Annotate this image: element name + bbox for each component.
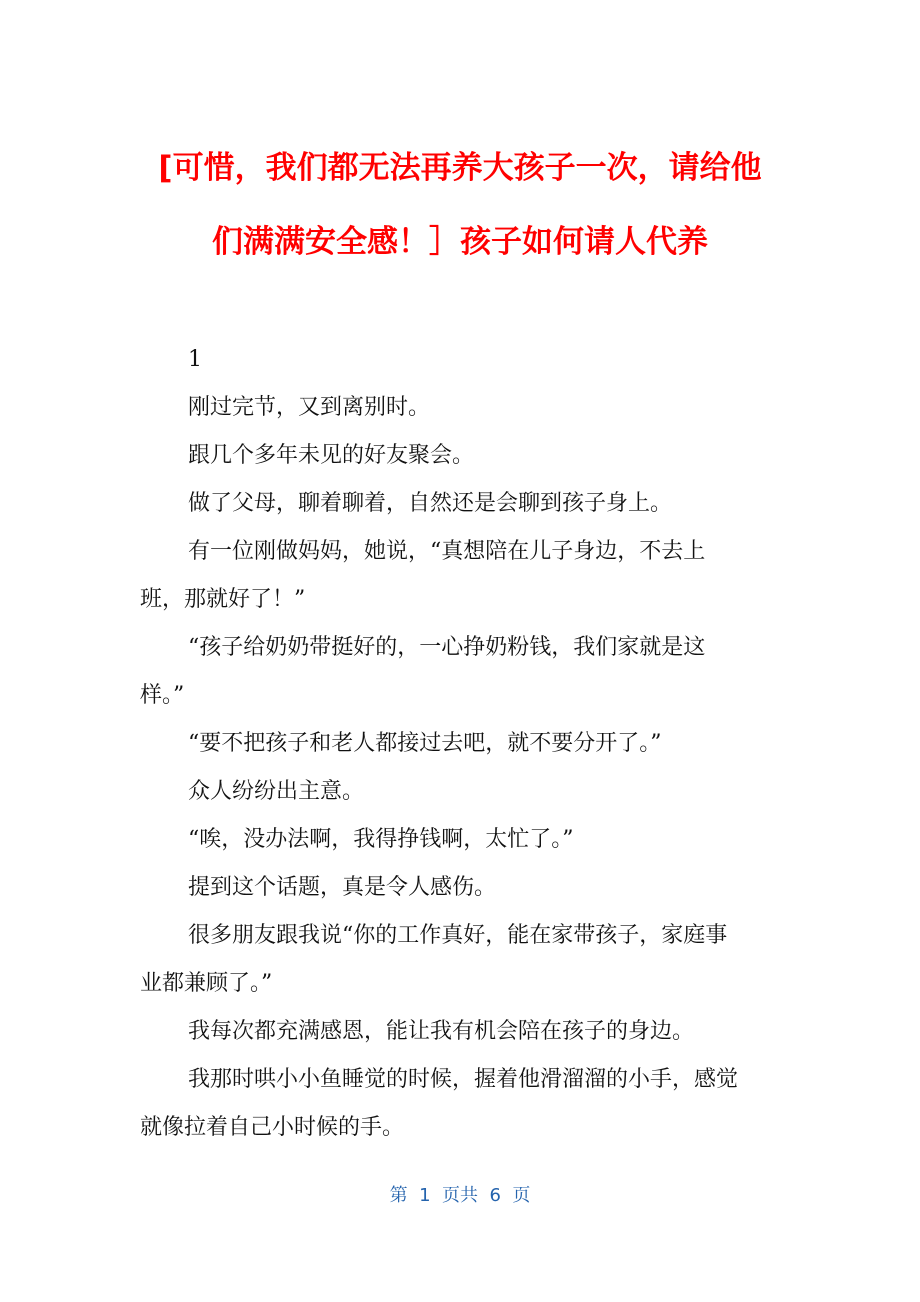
paragraph-line: 很多朋友跟我说“你的工作真好，能在家带孩子，家庭事 [188,923,728,948]
paragraph-line: 众人纷纷出主意。 [188,779,365,804]
page-footer: 第 1 页共 6 页 [389,1185,531,1206]
paragraph-line: 我那时哄小小鱼睡觉的时候，握着他滑溜溜的小手，感觉 [188,1067,739,1092]
paragraph [140,816,780,864]
paragraph [140,432,780,480]
paragraph [140,480,780,528]
paragraph [140,336,780,384]
paragraph-wrap-line: 班，那就好了！” [140,587,306,612]
paragraph-line: “孩子给奶奶带挺好的，一心挣奶粉钱，我们家就是这 [188,635,706,660]
document-title-line-2: 们满满安全感！］孩子如何请人代养 [212,224,708,260]
paragraph-line: 刚过完节，又到离别时。 [188,395,431,420]
paragraph-line: 提到这个话题，真是令人感伤。 [188,875,497,900]
paragraph-line: 做了父母，聊着聊着，自然还是会聊到孩子身上。 [188,491,673,516]
paragraph-line: 我每次都充满感恩，能让我有机会陪在孩子的身边。 [188,1019,695,1044]
paragraph-wrap-line: 样。” [140,683,185,708]
paragraph [140,1056,780,1152]
paragraph [140,768,780,816]
paragraph-line: 1 [188,347,202,372]
paragraph-line: “唉，没办法啊，我得挣钱啊，太忙了。” [188,827,574,852]
paragraph [140,528,780,624]
paragraph [140,624,780,720]
paragraph [140,912,780,1008]
paragraph [140,1008,780,1056]
paragraph [140,384,780,432]
paragraph-wrap-line: 业都兼顾了。” [140,971,273,996]
document-body [140,336,780,1152]
document-title-line-1: [可惜，我们都无法再养大孩子一次，请给他 [158,150,762,186]
paragraph-line: 跟几个多年未见的好友聚会。 [188,443,475,468]
paragraph-line: “要不把孩子和老人都接过去吧，就不要分开了。” [188,731,662,756]
paragraph [140,720,780,768]
paragraph-line: 有一位刚做妈妈，她说，“真想陪在儿子身边，不去上 [188,539,706,564]
paragraph-wrap-line: 就像拉着自己小时候的手。 [140,1115,405,1140]
paragraph [140,864,780,912]
